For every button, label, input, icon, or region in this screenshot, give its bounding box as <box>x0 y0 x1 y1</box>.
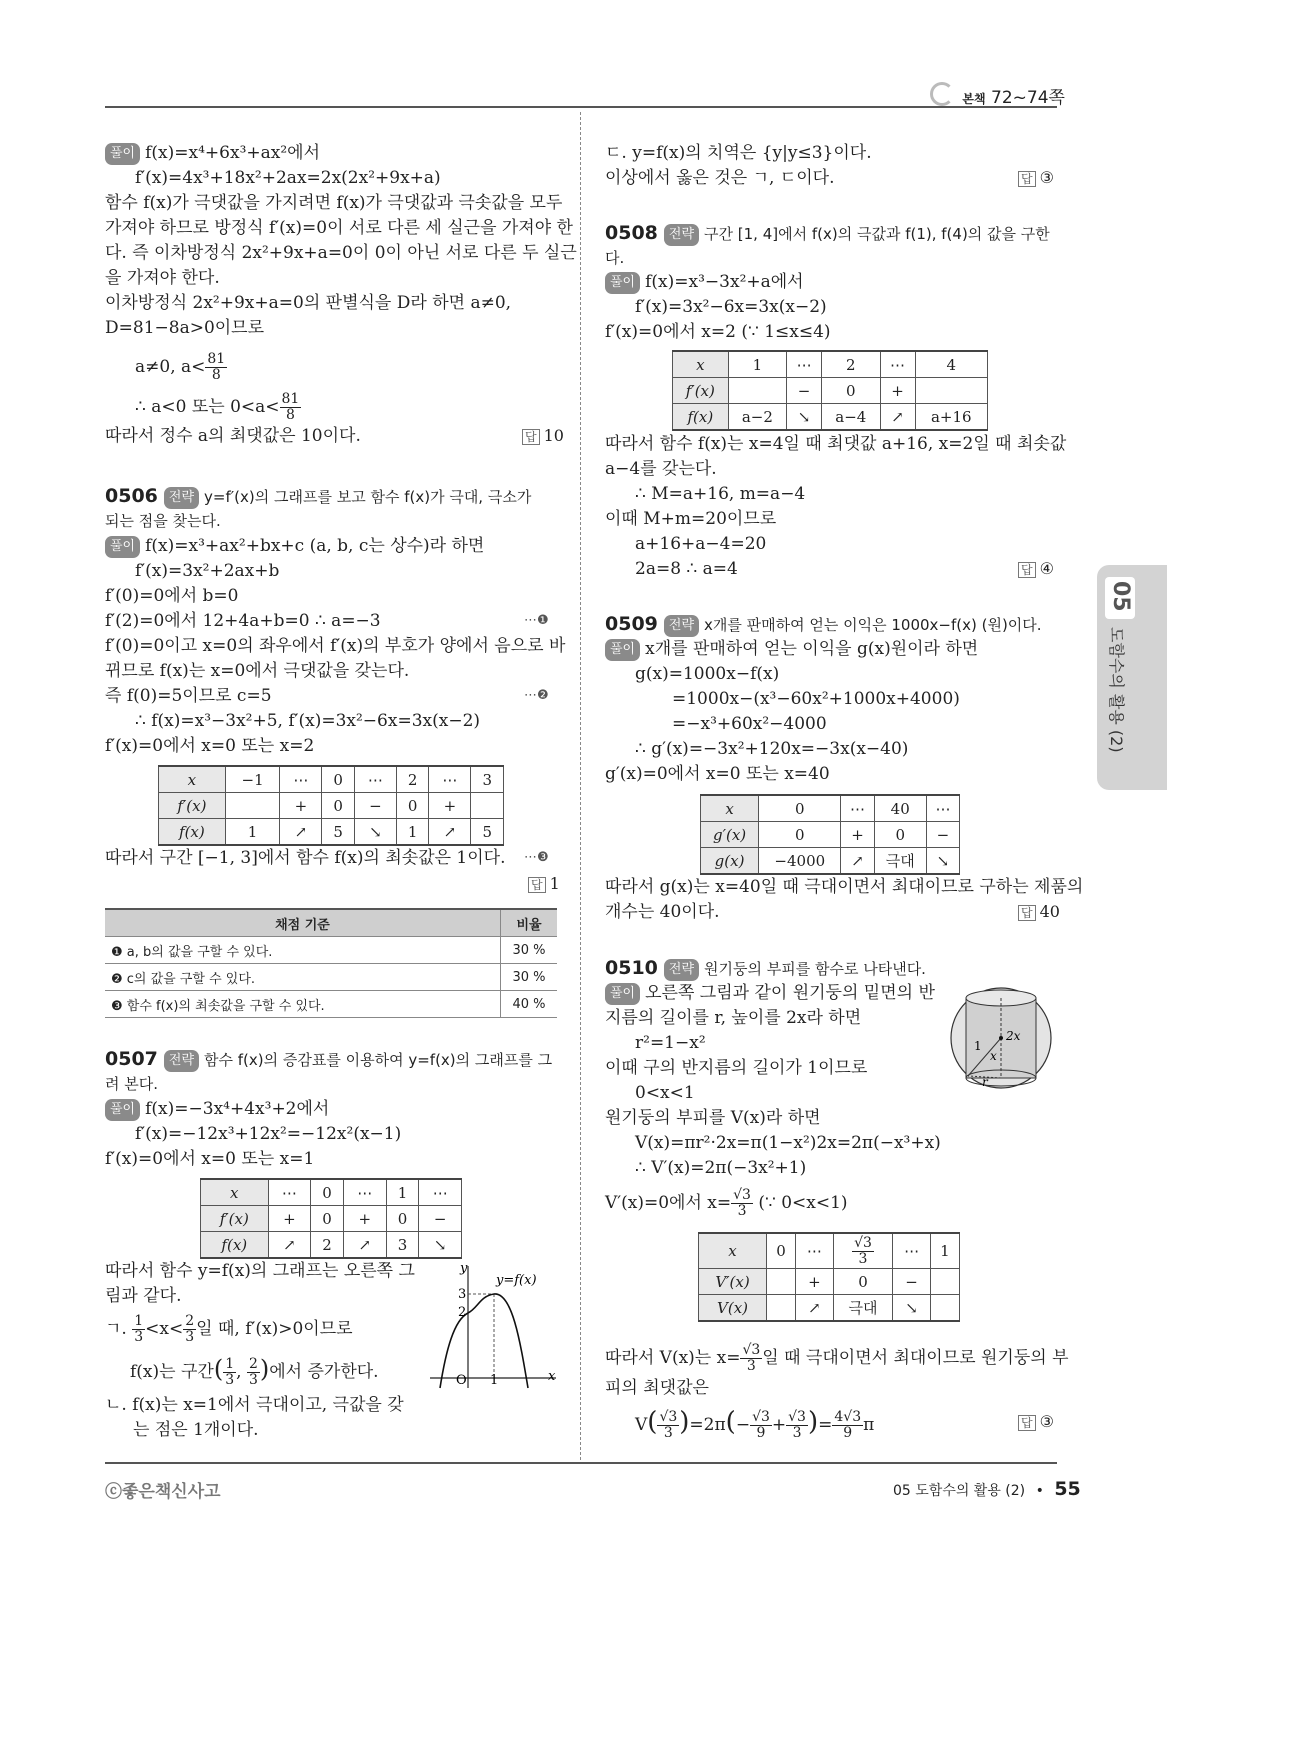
p0506-line-7: ∴ f(x)=x³−3x²+5, f′(x)=3x²−6x=3x(x−2) <box>135 711 481 731</box>
p0505-line-3: 가져야 하므로 방정식 f′(x)=0이 서로 다른 세 실근을 가져야 한 <box>105 218 573 238</box>
p0509-after-1: 개수는 40이다. <box>605 902 720 922</box>
p0507-after-2: 림과 같다. <box>105 1286 182 1306</box>
p0508-strategy-2: 다. <box>605 249 625 267</box>
y-tick-2: 2 <box>458 1305 467 1320</box>
p0507-variation-table: x ⋯ 0 ⋯ 1 ⋯ f′(x) + 0 + 0 − f(x) ↗ 2 ↗ 3 ↘ <box>200 1178 462 1259</box>
p0508-after-4: a+16+a−4=20 <box>635 534 767 554</box>
p0506-answer: 답 1 <box>528 874 560 893</box>
p0507-line-0: 풀이 f(x)=−3x⁴+4x³+2에서 <box>105 1099 329 1121</box>
p0509-line-2: =1000x−(x³−60x²+1000x+4000) <box>672 689 960 709</box>
header-page-ref: 본책 72~74쪽 <box>930 82 1065 108</box>
p0505-line-5: 을 가져야 한다. <box>105 268 220 288</box>
p0507-statement-g-2: f(x)는 구간( $\frac{1}{3}$ , $\frac{2}{3}$ )에서 증가한다. <box>130 1355 379 1388</box>
p0506-mark-1: ⋯❶ <box>524 613 549 628</box>
center-dot <box>999 1036 1003 1040</box>
p0505-line-0: 풀이 f(x)=x⁴+6x³+ax²에서 <box>105 143 320 165</box>
label-1: 1 <box>974 1039 982 1053</box>
p0505-line-6: 이차방정식 2x²+9x+a=0의 판별식을 D라 하면 a≠0, <box>105 293 512 313</box>
header-bar <box>105 106 1057 108</box>
p0508-after-3: 이때 M+m=20이므로 <box>605 509 777 529</box>
p0508-after-0: 따라서 함수 f(x)는 x=4일 때 최댓값 a+16, x=2일 때 최솟값 <box>605 434 1067 454</box>
p0510-variation-table: x 0 ⋯ $\frac{√3}{3}$ ⋯ 1 V′(x) + 0 − V(x) ↗ 극대 ↘ <box>698 1232 960 1322</box>
y-axis-label: y <box>460 1261 468 1276</box>
p0507-answer: 답 ③ <box>1018 168 1054 187</box>
p0508-heading: 0508 전략 구간 [1, 4]에서 f(x)의 극값과 f(1), f(4)의 값을 구한 <box>605 222 1050 244</box>
p0506-line-1: f′(x)=3x²+2ax+b <box>135 561 280 581</box>
p0508-variation-table: x 1 ⋯ 2 ⋯ 4 f′(x) − 0 + f(x) a−2 ↘ a−4 ↗ a+16 <box>672 350 988 431</box>
p0510-line-2: r²=1−x² <box>635 1033 706 1053</box>
p0506-heading: 0506 전략 y=f′(x)의 그래프를 보고 함수 f(x)가 극대, 극소가 <box>105 485 532 507</box>
p0506-line-2: f′(0)=0에서 b=0 <box>105 586 239 606</box>
p0507-heading: 0507 전략 함수 f(x)의 증감표를 이용하여 y=f(x)의 그래프를 그 <box>105 1048 553 1070</box>
p0505-line-1: f′(x)=4x³+18x²+2ax=2x(2x²+9x+a) <box>135 168 441 188</box>
p0508-after-2: ∴ M=a+16, m=a−4 <box>635 484 806 504</box>
p0506-strategy-2: 되는 점을 찾는다. <box>105 512 221 530</box>
p0505-line-4: 다. 즉 이차방정식 2x²+9x+a=0이 0이 아닌 서로 다른 두 실근 <box>105 243 577 263</box>
p0506-line-3: f′(2)=0에서 12+4a+b=0 ∴ a=−3 <box>105 611 381 631</box>
p0510-final: V( $\frac{√3}{3}$ )=2π(− $\frac{√3}{9}$ + $\frac{√3}{3}$ )= $\frac{4√3}{9}$ π <box>635 1407 875 1441</box>
p0509-variation-table: x 0 ⋯ 40 ⋯ g′(x) 0 + 0 − g(x) −4000 ↗ 극대 ↘ <box>700 794 960 875</box>
p0506-rubric-table: 채점 기준 비율 ❶ a, b의 값을 구할 수 있다. 30 % ❷ c의 값을 구할 수 있다. 30 % ❸ 함수 f(x)의 최솟값을 구할 수 있다. 40 % <box>105 908 557 1018</box>
chapter-number: 05 <box>1108 581 1133 612</box>
chapter-side-tab <box>1097 565 1167 790</box>
p0509-line-4: ∴ g′(x)=−3x²+120x=−3x(x−40) <box>635 739 909 759</box>
p0510-critical-line: V′(x)=0에서 x= $\frac{√3}{3}$ (∵ 0<x<1) <box>605 1187 848 1219</box>
footer-chapter: 05 도함수의 활용 (2) • 55 <box>893 1478 1081 1500</box>
p0506-mark-2: ⋯❷ <box>524 688 549 703</box>
p0509-line-5: g′(x)=0에서 x=0 또는 x=40 <box>605 764 830 784</box>
x-tick-1: 1 <box>490 1373 499 1388</box>
p0510-line-6: V(x)=πr²·2x=π(1−x²)2x=2π(−x³+x) <box>635 1133 941 1153</box>
label-2x: 2x <box>1006 1029 1021 1043</box>
p0509-line-1: g(x)=1000x−f(x) <box>635 664 780 684</box>
p0510-cylinder-figure <box>946 984 1056 1092</box>
p0508-after-5: 2a=8 ∴ a=4 <box>635 559 738 579</box>
origin-label: O <box>456 1373 467 1388</box>
chapter-title: 도함수의 활용 (2) <box>1107 627 1126 753</box>
column-divider <box>580 112 581 1460</box>
p0508-after-1: a−4를 갖는다. <box>605 459 717 479</box>
p0509-answer: 답 40 <box>1018 902 1060 921</box>
footer-publisher: ⓒ좋은책신사고 <box>105 1482 221 1502</box>
p0508-line-1: f′(x)=3x²−6x=3x(x−2) <box>635 297 827 317</box>
function-label: y=f(x) <box>496 1273 537 1288</box>
p0505-answer: 답 10 <box>522 426 564 445</box>
p0506-line-8: f′(x)=0에서 x=0 또는 x=2 <box>105 736 315 756</box>
p0510-answer: 답 ③ <box>1018 1412 1054 1431</box>
p0506-line-4: f′(0)=0이고 x=0의 좌우에서 f′(x)의 부호가 양에서 음으로 바 <box>105 636 566 656</box>
p0510-line-1: 지름의 길이를 r, 높이를 2x라 하면 <box>605 1008 862 1028</box>
p0510-line-5: 원기둥의 부피를 V(x)라 하면 <box>605 1108 821 1128</box>
p0510-line-3: 이때 구의 반지름의 길이가 1이므로 <box>605 1058 868 1078</box>
p0510-line-0: 풀이 오른쪽 그림과 같이 원기둥의 밑면의 반 <box>605 983 935 1005</box>
p0507-statement-n-1: ㄴ. f(x)는 x=1에서 극대이고, 극값을 갖 <box>105 1395 404 1415</box>
p0505-conclusion: 따라서 정수 a의 최댓값은 10이다. <box>105 426 361 446</box>
label-r: r <box>982 1075 988 1089</box>
p0507-line-2: f′(x)=0에서 x=0 또는 x=1 <box>105 1149 315 1169</box>
p0508-answer: 답 ④ <box>1018 559 1054 578</box>
p0505-ineq-1: a≠0, a< $\frac{81}{8}$ <box>135 351 226 383</box>
p0506-variation-table: x −1 ⋯ 0 ⋯ 2 ⋯ 3 f′(x) + 0 − 0 + f(x) 1 ↗ 5 ↘ 1 ↗ 5 <box>158 765 504 846</box>
x-axis-label: x <box>548 1369 556 1384</box>
p0510-line-7: ∴ V′(x)=2π(−3x²+1) <box>635 1158 807 1178</box>
p0507-line-1: f′(x)=−12x³+12x²=−12x²(x−1) <box>135 1124 402 1144</box>
refresh-arrow-icon <box>930 82 954 106</box>
p0508-line-2: f′(x)=0에서 x=2 (∵ 1≤x≤4) <box>605 322 831 342</box>
p0507-statement-g: ㄱ. $\frac{1}{3}$ <x< $\frac{2}{3}$ 일 때, f′(x)>0이므로 <box>105 1313 353 1345</box>
p0506-line-0: 풀이 f(x)=x³+ax²+bx+c (a, b, c는 상수)라 하면 <box>105 536 484 558</box>
col2-top-1: ㄷ. y=f(x)의 치역은 {y|y≤3}이다. <box>605 143 872 163</box>
p0507-graph <box>428 1260 560 1390</box>
p0510-heading: 0510 전략 원기둥의 부피를 함수로 나타낸다. <box>605 957 926 979</box>
label-x: x <box>990 1049 997 1063</box>
p0508-line-0: 풀이 f(x)=x³−3x²+a에서 <box>605 272 804 294</box>
p0507-after-1: 따라서 함수 y=f(x)의 그래프는 오른쪽 그 <box>105 1261 415 1281</box>
p0507-statement-n-2: 는 점은 1개이다. <box>133 1420 259 1440</box>
p0509-heading: 0509 전략 x개를 판매하여 얻는 이익은 1000x−f(x) (원)이다. <box>605 613 1042 635</box>
p0505-ineq-2: ∴ a<0 또는 0<a< $\frac{81}{8}$ <box>135 391 300 423</box>
function-curve <box>440 1294 528 1388</box>
footer-bar <box>105 1462 1057 1464</box>
p0509-after-0: 따라서 g(x)는 x=40일 때 극대이면서 최대이므로 구하는 제품의 <box>605 877 1084 897</box>
col2-top-2: 이상에서 옳은 것은 ㄱ, ㄷ이다. <box>605 168 835 188</box>
p0510-line-4: 0<x<1 <box>635 1083 695 1103</box>
p0510-after-1: 따라서 V(x)는 x= $\frac{√3}{3}$ 일 때 극대이면서 최대이므로 원기둥의 부 <box>605 1342 1069 1374</box>
p0506-mark-3: ⋯❸ <box>524 850 549 865</box>
p0506-line-5: 뀌므로 f(x)는 x=0에서 극댓값을 갖는다. <box>105 661 410 681</box>
p0506-line-6: 즉 f(0)=5이므로 c=5 <box>105 686 272 706</box>
p0509-line-3: =−x³+60x²−4000 <box>672 714 827 734</box>
p0509-line-0: 풀이 x개를 판매하여 얻는 이익을 g(x)원이라 하면 <box>605 639 978 661</box>
p0506-after: 따라서 구간 [−1, 3]에서 함수 f(x)의 최솟값은 1이다. <box>105 848 506 868</box>
y-tick-3: 3 <box>458 1287 467 1302</box>
p0507-strategy-2: 려 본다. <box>105 1075 159 1093</box>
p0510-after-2: 피의 최댓값은 <box>605 1378 709 1398</box>
p0505-line-7: D=81−8a>0이므로 <box>105 318 265 338</box>
page-number: 55 <box>1054 1478 1081 1500</box>
p0505-line-2: 함수 f(x)가 극댓값을 가지려면 f(x)가 극댓값과 극솟값을 모두 <box>105 193 563 213</box>
